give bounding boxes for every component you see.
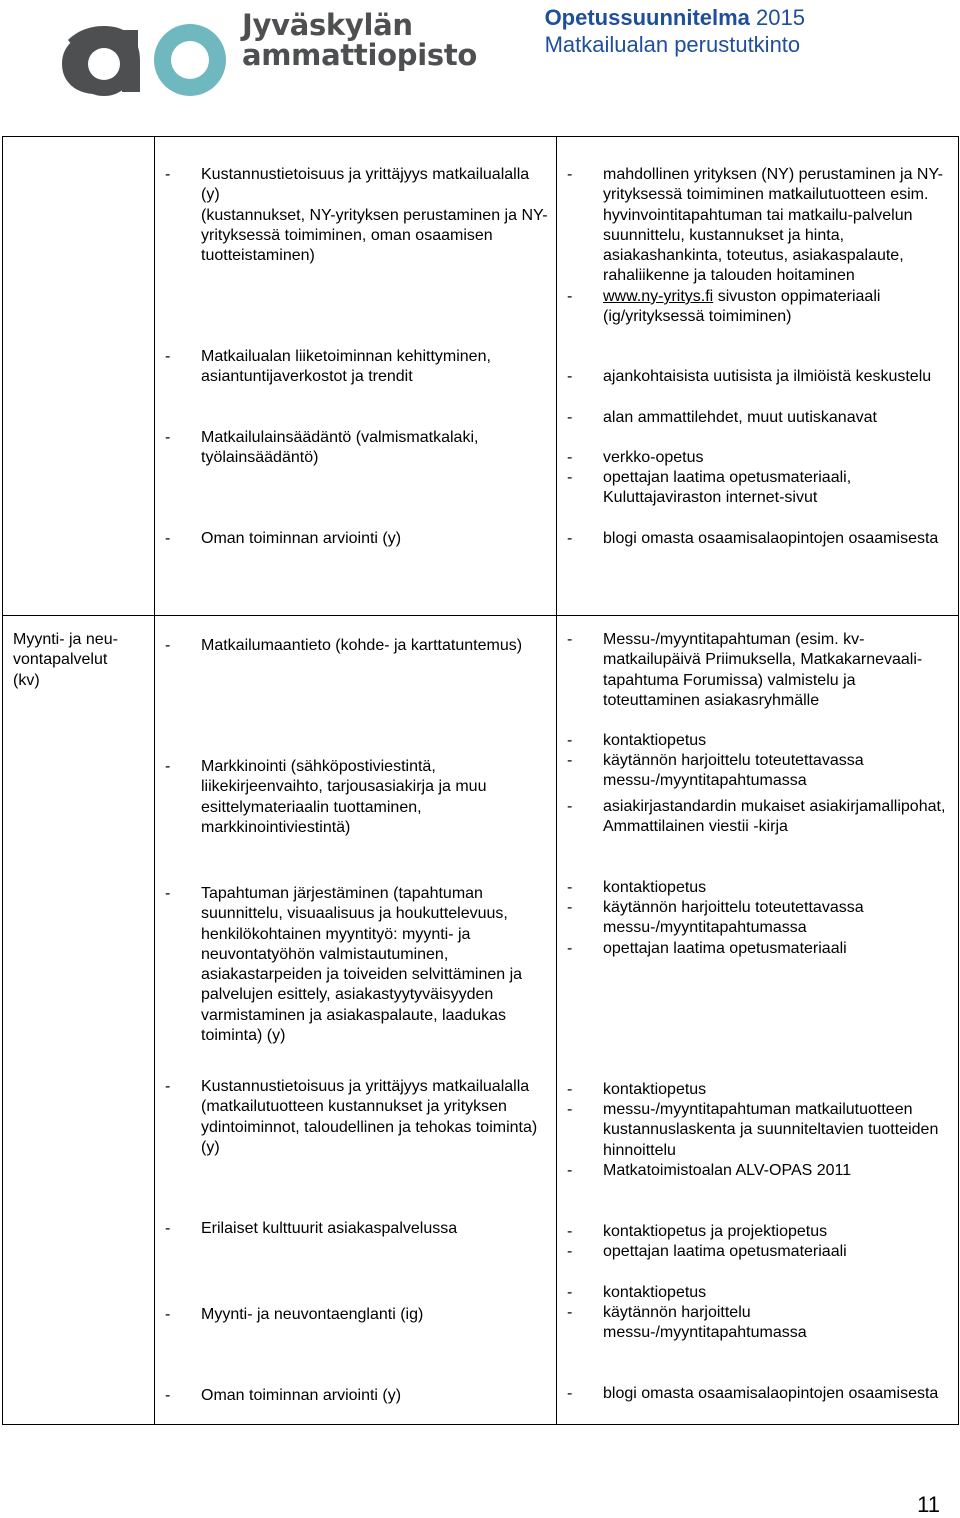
plan-title — [545, 4, 805, 58]
organization-name-line1: Jyväskylän — [242, 8, 413, 42]
contents-cell — [155, 616, 557, 1425]
list-item: - asiakirjastandardin mukaiset asiakirjamallipohat, Ammattilainen viestii -kirja — [567, 798, 946, 836]
list-item: - Kustannustietoisuus ja yrittäjyys matkailualalla (y) (kustannukset, NY-yrityksen perustaminen ja NY-yrityksessä toimiminen, oman osaamisen tuotteistaminen) — [165, 166, 548, 265]
plan-subtitle: Matkailualan perustutkinto — [544, 32, 801, 57]
list-item: - www.ny-yritys.fi sivuston oppimateriaali (ig/yrityksessä toimiminen) — [567, 288, 881, 326]
list-item: - Kustannustietoisuus ja yrittäjyys matkailualalla (matkailutuotteen kustannukset ja yrityksen ydintoiminnot, taloudellinen ja tehokas toiminta) (y) — [165, 1078, 538, 1156]
section-name-cell — [3, 616, 155, 1425]
list-item: - alan ammattilehdet, muut uutiskanavat — [567, 409, 877, 426]
list-item: - Matkailulainsäädäntö (valmismatkalaki, työlainsäädäntö) — [165, 429, 479, 467]
ny-yritys-link[interactable]: www.ny-yritys.fi — [603, 288, 714, 305]
list-item: - Messu-/myyntitapahtuman (esim. kv-matkailupäivä Priimuksella, Matkakarnevaali-tapahtuma Forumissa) valmistelu ja toteuttaminen asiakasryhmälle — [567, 631, 923, 709]
list-item: - kontaktiopetus — [567, 879, 707, 896]
organization-name-line2: ammattiopisto — [242, 38, 478, 72]
list-item: - Myynti- ja neuvontaenglanti (ig) — [165, 1306, 424, 1323]
contents-cell — [155, 137, 557, 616]
table-row — [3, 616, 959, 1425]
list-item: - käytännön harjoittelu toteutettavassa messu-/myyntitapahtumassa — [567, 752, 864, 790]
page-number: 11 — [917, 1492, 940, 1517]
plan-title-main: Opetussuunnitelma — [544, 5, 750, 30]
list-item: - Oman toiminnan arviointi (y) — [165, 1387, 402, 1404]
list-item: - opettajan laatima opetusmateriaali — [567, 940, 847, 957]
list-item: - kontaktiopetus — [567, 732, 707, 749]
list-item: - Matkatoimistoalan ALV-OPAS 2011 — [567, 1162, 852, 1179]
table-row — [3, 137, 959, 616]
list-item: - opettajan laatima opetusmateriaali — [567, 1243, 847, 1260]
section-name: Myynti- ja neu- vontapalvelut (kv) — [13, 631, 118, 689]
section-name-cell — [3, 137, 155, 616]
curriculum-table — [2, 136, 959, 1425]
methods-cell — [557, 137, 959, 616]
list-item: - kontaktiopetus — [567, 1081, 707, 1098]
list-item: - Erilaiset kulttuurit asiakaspalvelussa — [165, 1220, 458, 1237]
list-item: - mahdollinen yrityksen (NY) perustaminen ja NY-yrityksessä toimiminen matkailutuotteen esim. hyvinvointitapahtuman tai matkailu-palvelun suunnittelu, kustannukset ja hinta, asiakashankinta, toteutus, asiakaspalaute, rahaliikenne ja talouden hoitaminen — [567, 166, 943, 285]
list-item: - blogi omasta osaamisalaopintojen osaamisesta — [567, 1385, 939, 1402]
page-header — [0, 0, 960, 110]
organization-name — [242, 10, 477, 70]
list-item: - Markkinointi (sähköpostiviestintä, liikekirjeenvaihto, tarjousasiakirja ja muu esittelymateriaalin tuottaminen, markkinointiviestintä) — [165, 758, 487, 836]
plan-year: 2015 — [756, 5, 805, 30]
list-item: - käytännön harjoittelu toteutettavassa messu-/myyntitapahtumassa — [567, 899, 864, 937]
list-item: - verkko-opetus — [567, 449, 704, 466]
list-item: - messu-/myyntitapahtuman matkailutuotteen kustannuslaskenta ja suunniteltavien tuotteiden hinnoittelu — [567, 1101, 939, 1159]
list-item: - ajankohtaisista uutisista ja ilmiöistä keskustelu — [567, 368, 932, 385]
list-item: - Tapahtuman järjestäminen (tapahtuman suunnittelu, visuaalisuus ja houkuttelevuus, henkilökohtainen myyntityö: myynti- ja neuvontatyöhön valmistautuminen, asiakastarpeiden ja toiveiden selvittäminen ja palvelujen esittely, asiakastyytyväisyyden varmistaminen ja asiakaspalaute, laadukas toiminta) (y) — [165, 885, 523, 1045]
list-item: - kontaktiopetus ja projektiopetus — [567, 1223, 828, 1240]
list-item: - Oman toiminnan arviointi (y) — [165, 530, 402, 547]
list-item: - kontaktiopetus — [567, 1284, 707, 1301]
list-item: - Matkailumaantieto (kohde- ja karttatuntemus) — [165, 637, 523, 654]
methods-cell — [557, 616, 959, 1425]
list-item: - opettajan laatima opetusmateriaali, Kuluttajaviraston internet-sivut — [567, 469, 852, 507]
list-item: - blogi omasta osaamisalaopintojen osaamisesta — [567, 530, 939, 547]
list-item: - käytännön harjoittelu messu-/myyntitapahtumassa — [567, 1304, 807, 1342]
ao-logo-mark — [48, 0, 228, 100]
list-item: - Matkailualan liiketoiminnan kehittyminen, asiantuntijaverkostot ja trendit — [165, 348, 491, 386]
